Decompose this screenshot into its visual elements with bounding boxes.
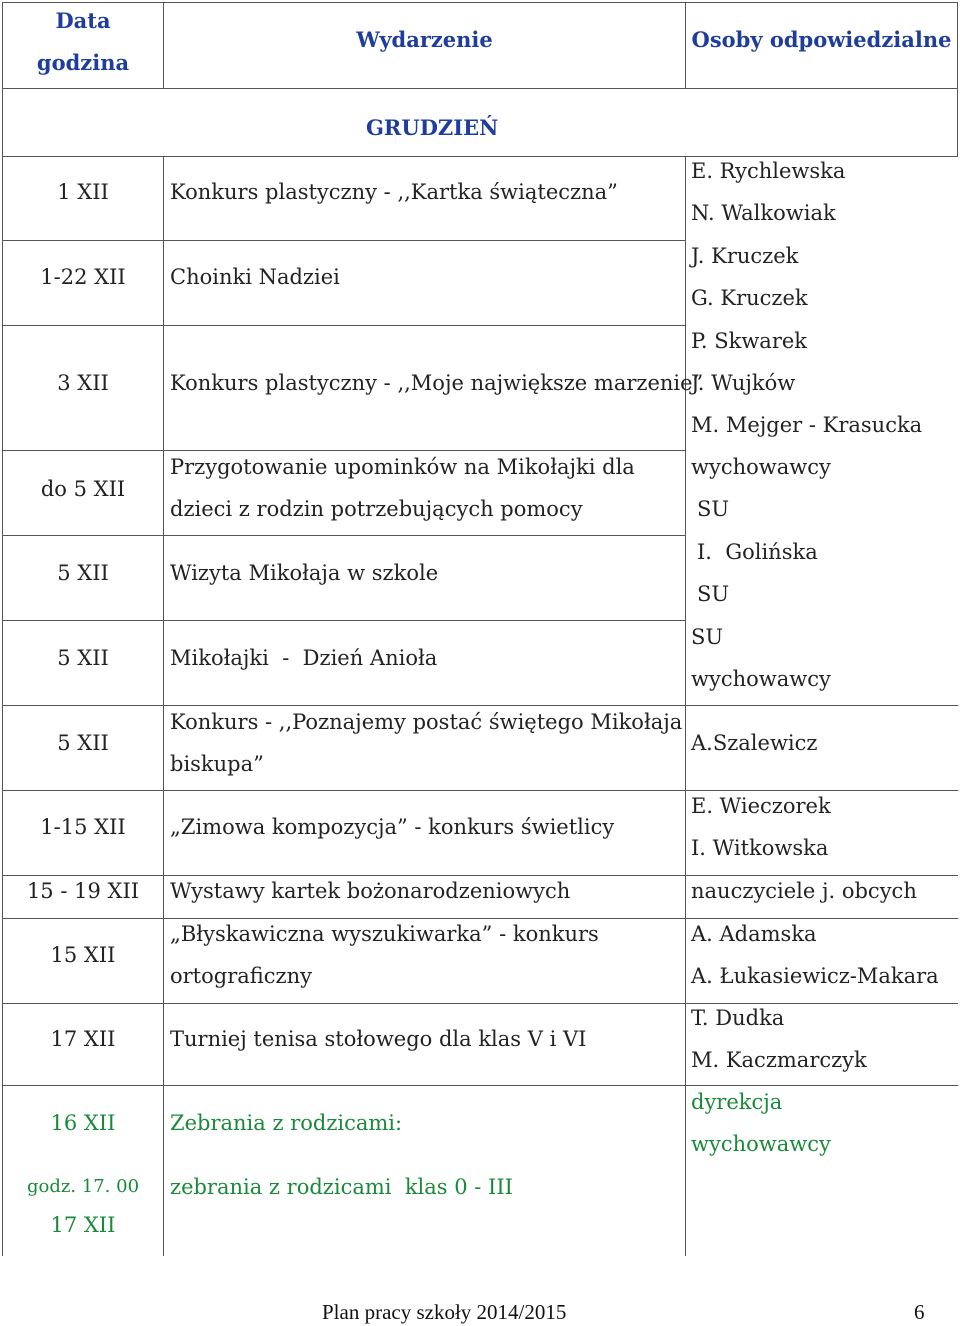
- table-row-event: „Zimowa kompozycja” - konkurs świetlicy: [170, 815, 615, 839]
- table-row-person: wychowawcy: [691, 667, 831, 691]
- table-border-right: [957, 88, 958, 156]
- table-row-date: do 5 XII: [40, 477, 126, 501]
- table-row-person: I. Witkowska: [691, 836, 829, 860]
- meeting-event: zebrania z rodzicami klas 0 - III: [170, 1175, 513, 1199]
- table-row-date: 1-22 XII: [40, 265, 126, 289]
- table-row-person: A. Adamska: [691, 922, 817, 946]
- table-row-person: nauczyciele j. obcych: [691, 879, 917, 903]
- table-row-person: E. Rychlewska: [691, 159, 846, 183]
- table-row-person: A.Szalewicz: [691, 731, 818, 755]
- table-row-event: Konkurs plastyczny - ,,Kartka świąteczna”: [170, 180, 618, 204]
- table-row-person: N. Walkowiak: [691, 201, 836, 225]
- row-divider: [2, 1085, 958, 1086]
- table-row-date: 1 XII: [57, 180, 109, 204]
- header-date-line1: Data: [55, 8, 111, 33]
- header-date: [3, 0, 163, 84]
- table-row-person: SU: [691, 625, 724, 649]
- table-row-event: „Błyskawiczna wyszukiwarka” - konkurs: [170, 922, 599, 946]
- table-row-person: G. Kruczek: [691, 286, 808, 310]
- footer-title: Plan pracy szkoły 2014/2015: [322, 1300, 567, 1324]
- table-row-event: Turniej tenisa stołowego dla klas V i VI: [170, 1027, 587, 1051]
- table-row-person: P. Skwarek: [691, 329, 808, 353]
- table-row-event: Wystawy kartek bożonarodzeniowych: [170, 879, 571, 903]
- table-row-person: J. Kruczek: [691, 244, 799, 268]
- table-row-person: T. Dudka: [691, 1006, 785, 1030]
- table-row-date: 5 XII: [57, 646, 109, 670]
- table-row-event: dzieci z rodzin potrzebujących pomocy: [170, 497, 583, 521]
- table-row-event: Konkurs plastyczny - ,,Moje największe marzenie”: [170, 371, 704, 395]
- table-row-event: Mikołajki - Dzień Anioła: [170, 646, 438, 670]
- table-row-person: M. Kaczmarczyk: [691, 1048, 867, 1072]
- table-row-person: M. Mejger - Krasucka: [691, 413, 923, 437]
- col-divider: [163, 156, 164, 1256]
- table-row-date: 1-15 XII: [40, 815, 126, 839]
- table-row-event: Konkurs - ,,Poznajemy postać świętego Mikołaja: [170, 710, 683, 734]
- col-divider: [685, 156, 686, 1256]
- table-row-date: 5 XII: [57, 561, 109, 585]
- table-row-person: A. Łukasiewicz-Makara: [691, 964, 939, 988]
- table-row-event: Przygotowanie upominków na Mikołajki dla: [170, 455, 635, 479]
- table-row-person: SU: [697, 582, 730, 606]
- table-row-event: biskupa”: [170, 752, 264, 776]
- meeting-person: dyrekcja: [691, 1090, 783, 1114]
- table-row-person: wychowawcy: [691, 455, 831, 479]
- meeting-date: 16 XII: [50, 1111, 116, 1135]
- table-row-event: Choinki Nadziei: [170, 265, 340, 289]
- row-divider: [2, 1003, 958, 1004]
- meeting-person: wychowawcy: [691, 1132, 831, 1156]
- row-divider: [2, 620, 685, 621]
- table-row-date: 15 - 19 XII: [26, 879, 140, 903]
- row-divider: [2, 325, 685, 326]
- table-row-person: J. Wujków: [691, 371, 796, 395]
- table-border-right: [957, 2, 958, 88]
- row-divider: [2, 535, 685, 536]
- page-number: 6: [914, 1300, 925, 1324]
- table-row-person: SU: [697, 497, 730, 521]
- table-row-person: E. Wieczorek: [691, 794, 831, 818]
- header-event: Wydarzenie: [356, 27, 493, 52]
- meeting-time: godz. 17. 00: [26, 1176, 140, 1197]
- header-people: Osoby odpowiedzialne: [691, 27, 952, 52]
- table-row-date: 3 XII: [57, 371, 109, 395]
- header-date-line2: godzina: [36, 50, 130, 75]
- table-row-person: I. Golińska: [697, 540, 818, 564]
- table-row-date: 15 XII: [50, 943, 116, 967]
- month-heading: GRUDZIEŃ: [366, 115, 499, 140]
- table-row-event: ortograficzny: [170, 964, 312, 988]
- meeting-event: Zebrania z rodzicami:: [170, 1111, 403, 1135]
- table-row-date: 5 XII: [57, 731, 109, 755]
- meeting-date: 17 XII: [50, 1213, 116, 1237]
- row-divider: [2, 88, 958, 89]
- row-divider: [2, 240, 685, 241]
- table-row-date: 17 XII: [50, 1027, 116, 1051]
- table-row-event: Wizyta Mikołaja w szkole: [170, 561, 439, 585]
